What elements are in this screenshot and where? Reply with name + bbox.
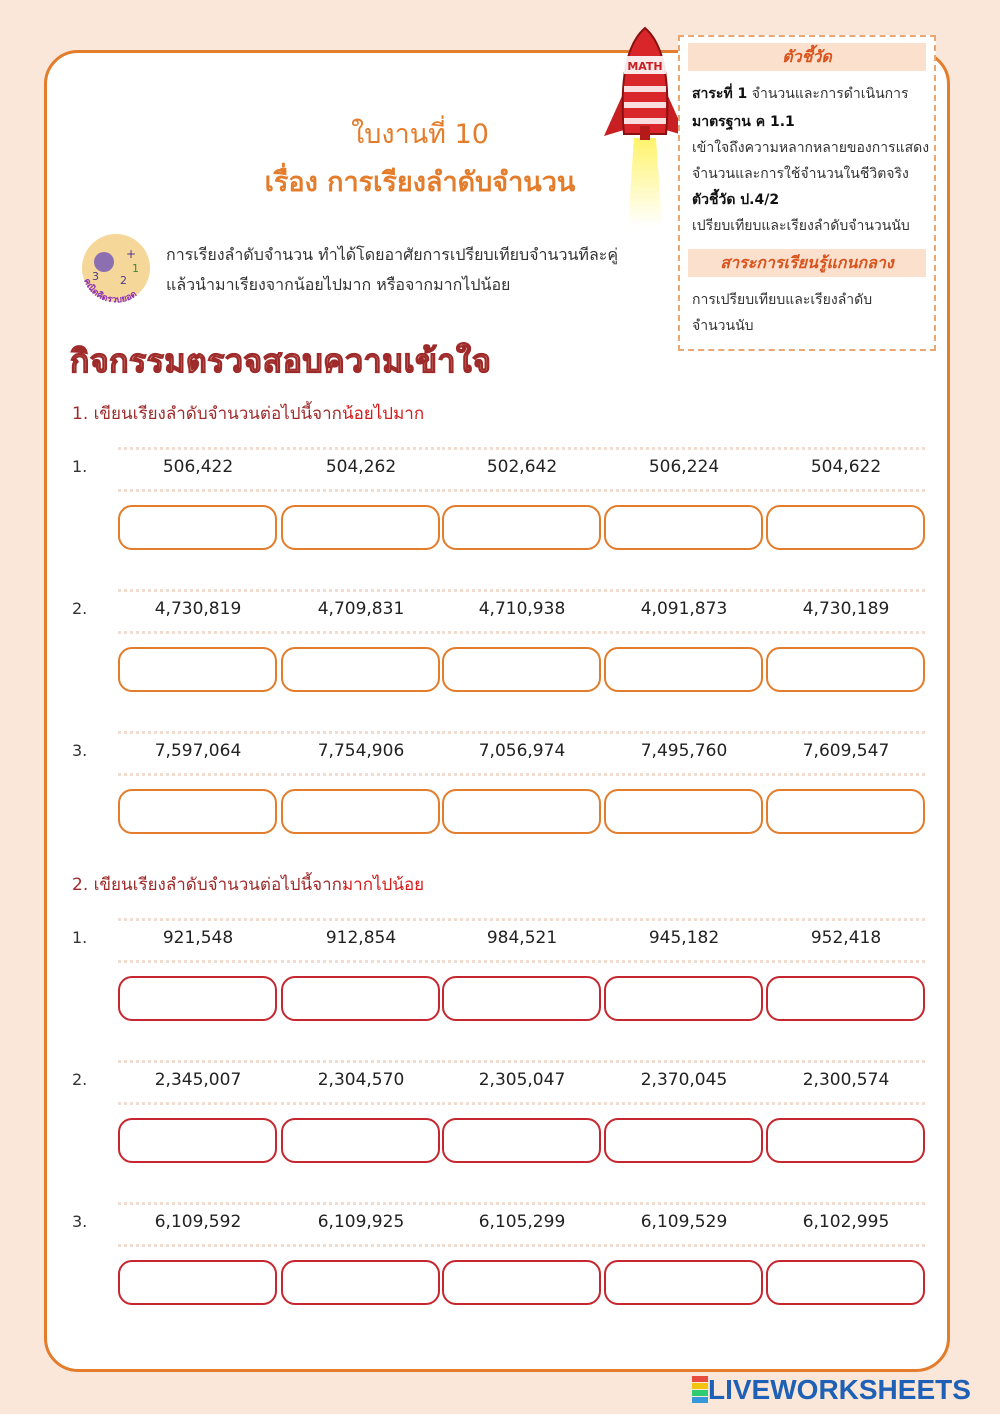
section2-answer-box[interactable]	[766, 1260, 925, 1305]
section1-answer-box[interactable]	[442, 505, 601, 550]
strand-line	[692, 81, 932, 107]
dotted-divider	[604, 1244, 764, 1247]
section2-answer-box[interactable]	[442, 1118, 601, 1163]
dotted-divider	[604, 631, 764, 634]
section2-answer-box[interactable]	[118, 976, 277, 1021]
section2-answer-box[interactable]	[118, 1118, 277, 1163]
logo-text: คณิตคิดรวบยอด	[81, 277, 139, 306]
section2-answer-box[interactable]	[766, 976, 925, 1021]
dotted-divider	[442, 1060, 602, 1063]
core-text-2: จำนวนนับ	[692, 318, 754, 334]
dotted-divider	[118, 1244, 278, 1247]
dotted-divider	[604, 1060, 764, 1063]
section2-answer-box[interactable]	[766, 1118, 925, 1163]
core-text-1: การเปรียบเทียบและเรียงลำดับ	[692, 292, 873, 308]
dotted-divider	[766, 1060, 926, 1063]
section1-answer-box[interactable]	[281, 505, 440, 550]
worksheet-title: เรื่อง การเรียงลำดับจำนวน	[264, 167, 576, 198]
section2-answer-box[interactable]	[604, 976, 763, 1021]
dotted-divider	[766, 631, 926, 634]
standard-text-1: เข้าใจถึงความหลากหลายของการแสดง	[692, 140, 930, 156]
intro-line-1: การเรียงลำดับจำนวน ทำได้โดยอาศัยการเปรียบเทียบจำนวนทีละคู่	[166, 245, 619, 264]
dotted-divider	[442, 918, 602, 921]
section1-answer-box[interactable]	[118, 789, 277, 834]
section2-row-3-label: 3.	[72, 1212, 88, 1231]
dotted-divider	[118, 960, 278, 963]
section2-number: 2,370,045	[640, 1070, 728, 1090]
dotted-divider	[118, 773, 278, 776]
worksheet-number: ใบงานที่ 10	[351, 119, 489, 150]
section2-answer-box[interactable]	[281, 1260, 440, 1305]
dotted-divider	[118, 631, 278, 634]
dotted-divider	[281, 1202, 441, 1205]
liveworksheets-logo	[692, 1374, 971, 1406]
dotted-divider	[766, 960, 926, 963]
dotted-divider	[604, 489, 764, 492]
core-heading: สาระการเรียนรู้แกนกลาง	[688, 249, 926, 277]
section2-number: 2,345,007	[154, 1070, 242, 1090]
section2-answer-box[interactable]	[604, 1260, 763, 1305]
indicator-label: ตัวชี้วัด ป.4/2	[692, 192, 780, 208]
section1-number: 502,642	[486, 457, 558, 477]
dotted-divider	[442, 489, 602, 492]
section1-instruction: 1. เขียนเรียงลำดับจำนวนต่อไปนี้จากน้อยไปมาก	[72, 404, 425, 424]
dotted-divider	[281, 489, 441, 492]
section1-number: 7,609,547	[802, 741, 890, 761]
dotted-divider	[766, 918, 926, 921]
dotted-divider	[281, 447, 441, 450]
section1-answer-box[interactable]	[604, 505, 763, 550]
section1-answer-box[interactable]	[442, 647, 601, 692]
section2-answer-box[interactable]	[281, 976, 440, 1021]
rocket-label: MATH	[627, 60, 663, 73]
section1-answer-box[interactable]	[604, 647, 763, 692]
section1-number: 506,224	[648, 457, 720, 477]
intro-line-2: แล้วนำมาเรียงจากน้อยไปมาก หรือจากมากไปน้อย	[166, 275, 511, 294]
section1-number: 7,754,906	[317, 741, 405, 761]
indicator-panel	[678, 35, 936, 351]
section1-answer-box[interactable]	[766, 647, 925, 692]
section2-number: 945,182	[648, 928, 720, 948]
section1-number: 4,730,189	[802, 599, 890, 619]
dotted-divider	[118, 1060, 278, 1063]
dotted-divider	[766, 731, 926, 734]
section2-number: 921,548	[162, 928, 234, 948]
section1-answer-box[interactable]	[281, 789, 440, 834]
dotted-divider	[118, 731, 278, 734]
dotted-divider	[766, 773, 926, 776]
dotted-divider	[604, 731, 764, 734]
dotted-divider	[118, 1202, 278, 1205]
section1-number: 504,622	[810, 457, 882, 477]
dotted-divider	[281, 1060, 441, 1063]
brand-name: LIVEWORKSHEETS	[708, 1374, 971, 1405]
section2-instruction: 2. เขียนเรียงลำดับจำนวนต่อไปนี้จากมากไปน้อย	[72, 875, 425, 895]
section2-answer-box[interactable]	[604, 1118, 763, 1163]
dotted-divider	[442, 960, 602, 963]
section1-number: 506,422	[162, 457, 234, 477]
dotted-divider	[442, 1244, 602, 1247]
section2-number: 912,854	[325, 928, 397, 948]
indicator-text: เปรียบเทียบและเรียงลำดับจำนวนนับ	[692, 218, 910, 234]
section1-answer-box[interactable]	[766, 789, 925, 834]
standard-label: มาตรฐาน ค 1.1	[692, 114, 795, 130]
section1-number: 4,709,831	[317, 599, 405, 619]
section2-number: 6,105,299	[478, 1212, 566, 1232]
section1-answer-box[interactable]	[442, 789, 601, 834]
dotted-divider	[604, 1202, 764, 1205]
section2-number: 2,304,570	[317, 1070, 405, 1090]
section2-answer-box[interactable]	[442, 1260, 601, 1305]
section2-row-2-label: 2.	[72, 1070, 88, 1089]
dotted-divider	[118, 447, 278, 450]
section2-number: 6,102,995	[802, 1212, 890, 1232]
section1-answer-box[interactable]	[118, 647, 277, 692]
section2-answer-box[interactable]	[442, 976, 601, 1021]
dotted-divider	[766, 1202, 926, 1205]
dotted-divider	[604, 918, 764, 921]
section2-number: 6,109,925	[317, 1212, 405, 1232]
svg-text:3: 3	[92, 270, 99, 283]
dotted-divider	[118, 918, 278, 921]
section1-answer-box[interactable]	[604, 789, 763, 834]
section1-answer-box[interactable]	[118, 505, 277, 550]
svg-text:2: 2	[120, 274, 127, 287]
section2-number: 6,109,592	[154, 1212, 242, 1232]
section2-row-1-label: 1.	[72, 928, 88, 947]
dotted-divider	[604, 447, 764, 450]
section2-number: 2,305,047	[478, 1070, 566, 1090]
dotted-divider	[442, 631, 602, 634]
section1-answer-box[interactable]	[766, 505, 925, 550]
strand-text: จำนวนและการดำเนินการ	[751, 86, 909, 102]
dotted-divider	[281, 589, 441, 592]
section1-number: 504,262	[325, 457, 397, 477]
section1-number: 4,091,873	[640, 599, 728, 619]
dotted-divider	[281, 631, 441, 634]
section2-answer-box[interactable]	[118, 1260, 277, 1305]
section2-number: 952,418	[810, 928, 882, 948]
section1-number: 4,710,938	[478, 599, 566, 619]
dotted-divider	[442, 731, 602, 734]
strand-label: สาระที่ 1	[692, 86, 748, 102]
section2-highlight: มากไปน้อย	[341, 875, 425, 895]
dotted-divider	[766, 1244, 926, 1247]
section1-row-1-label: 1.	[72, 457, 88, 476]
section2-number: 2,300,574	[802, 1070, 890, 1090]
dotted-divider	[442, 773, 602, 776]
dotted-divider	[281, 773, 441, 776]
dotted-divider	[442, 447, 602, 450]
dotted-divider	[766, 489, 926, 492]
section1-row-2-label: 2.	[72, 599, 88, 618]
dotted-divider	[442, 589, 602, 592]
activity-title: กิจกรรมตรวจสอบความเข้าใจ	[70, 342, 492, 380]
section2-number: 984,521	[486, 928, 558, 948]
indicator-heading: ตัวชี้วัด	[688, 43, 926, 71]
dotted-divider	[442, 1102, 602, 1105]
section2-number: 6,109,529	[640, 1212, 728, 1232]
section1-number: 4,730,819	[154, 599, 242, 619]
dotted-divider	[442, 1202, 602, 1205]
section1-row-3-label: 3.	[72, 741, 88, 760]
dotted-divider	[118, 1102, 278, 1105]
section1-highlight: น้อยไปมาก	[341, 404, 425, 424]
svg-text:1: 1	[132, 262, 139, 275]
section1-number: 7,597,064	[154, 741, 242, 761]
svg-text:+: +	[126, 247, 137, 261]
section1-number: 7,495,760	[640, 741, 728, 761]
dotted-divider	[281, 918, 441, 921]
section2-answer-box[interactable]	[281, 1118, 440, 1163]
dotted-divider	[604, 773, 764, 776]
dotted-divider	[604, 1102, 764, 1105]
dotted-divider	[766, 589, 926, 592]
section1-answer-box[interactable]	[281, 647, 440, 692]
dotted-divider	[604, 960, 764, 963]
dotted-divider	[118, 489, 278, 492]
dotted-divider	[281, 960, 441, 963]
live-badge-icon	[692, 1376, 708, 1404]
section1-number: 7,056,974	[478, 741, 566, 761]
intro-text	[166, 240, 646, 300]
dotted-divider	[281, 1102, 441, 1105]
dotted-divider	[281, 731, 441, 734]
dotted-divider	[604, 589, 764, 592]
dotted-divider	[281, 1244, 441, 1247]
math-thinking-logo	[76, 228, 156, 308]
dotted-divider	[766, 1102, 926, 1105]
standard-text-2: จำนวนและการใช้จำนวนในชีวิตจริง	[692, 166, 909, 182]
dotted-divider	[766, 447, 926, 450]
dotted-divider	[118, 589, 278, 592]
